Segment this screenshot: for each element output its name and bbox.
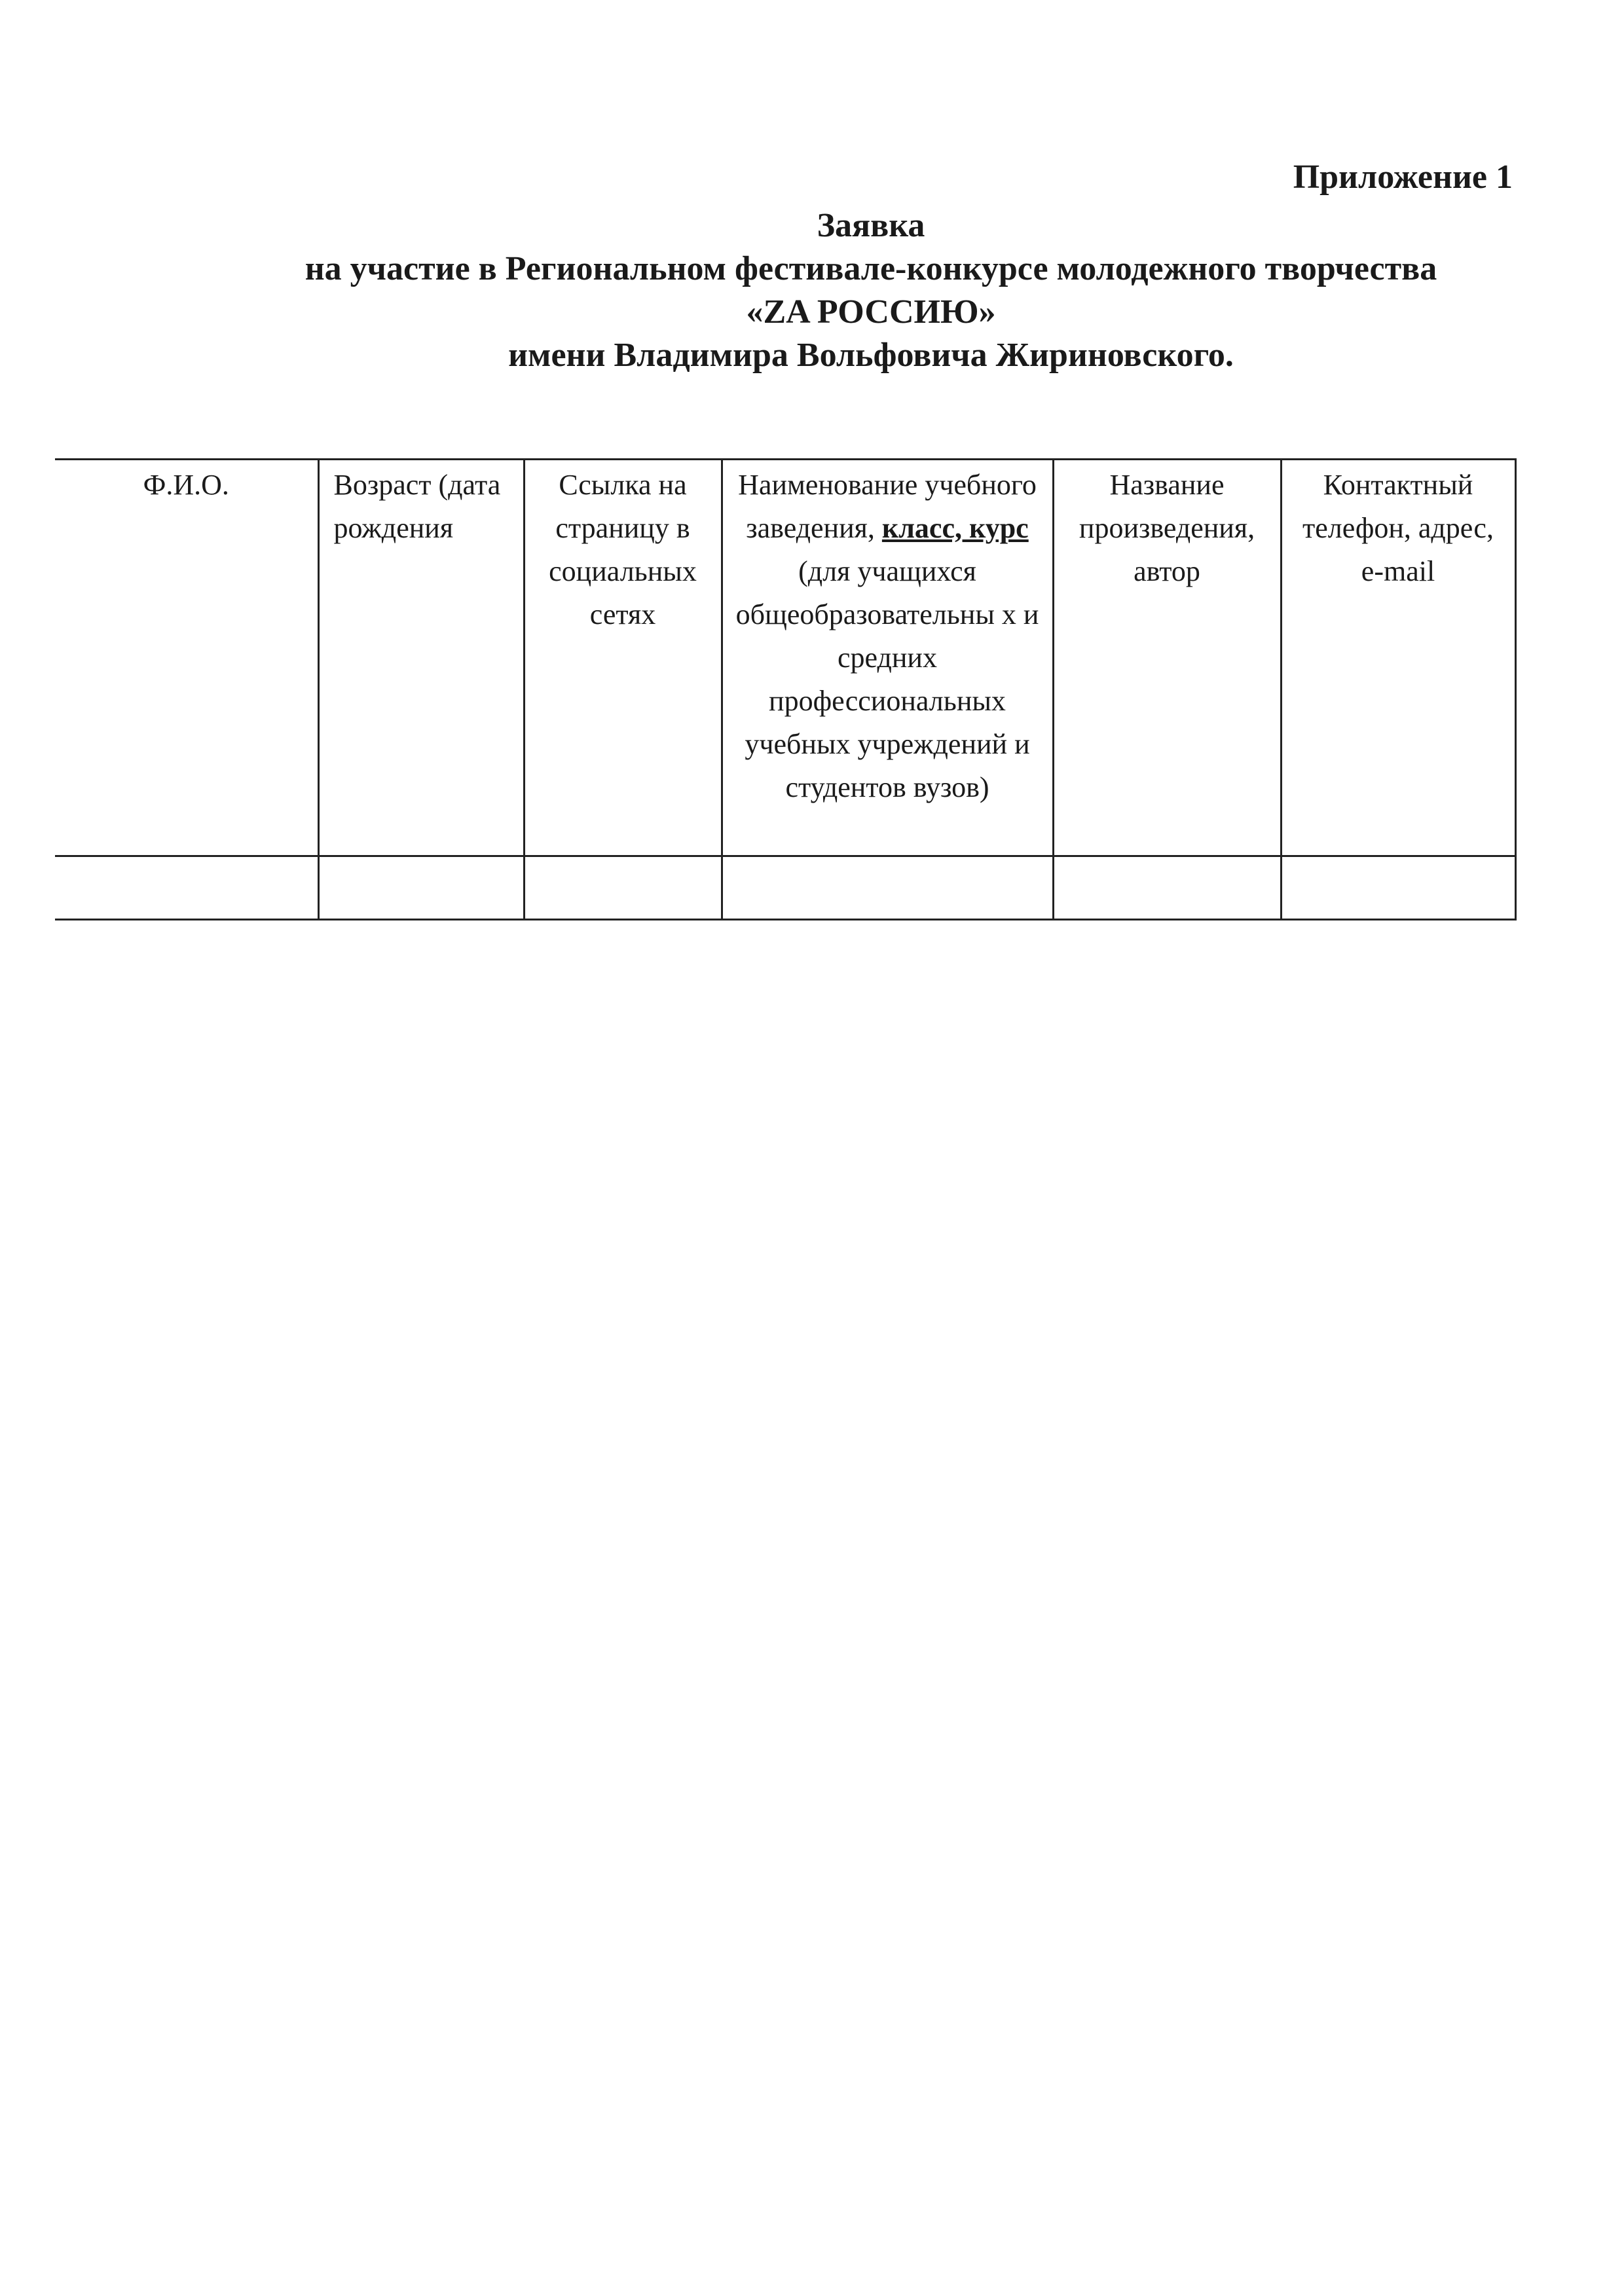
cell-social-link[interactable] [524, 856, 722, 920]
heading-title: Заявка [817, 207, 925, 244]
application-heading [229, 204, 1513, 377]
header-fio: Ф.И.О. [55, 458, 318, 856]
cell-fio[interactable] [55, 856, 318, 920]
header-age: Возраст (дата рождения [318, 458, 524, 856]
table-row [55, 856, 1515, 920]
heading-dedication: имени Владимира Вольфовича Жириновского. [508, 337, 1234, 374]
header-school [722, 458, 1053, 856]
header-work-title: Название произведения, автор [1053, 458, 1281, 856]
header-school-prefix: Наименование учебного заведения, [738, 469, 1037, 544]
header-school-emphasis: класс, курс [881, 512, 1029, 544]
header-school-suffix: (для учащихся общеобразовательны х и средних профессиональных учебных учреждений и студентов вузов) [735, 555, 1039, 803]
table-header-row [55, 458, 1515, 856]
cell-contact[interactable] [1281, 856, 1515, 920]
heading-subtitle: на участие в Региональном фестивале-конкурсе молодежного творчества [304, 250, 1437, 287]
cell-school[interactable] [722, 856, 1053, 920]
appendix-label: Приложение 1 [1293, 158, 1513, 196]
application-form-table [55, 458, 1517, 920]
header-contact: Контактный телефон, адрес, e-mail [1281, 458, 1515, 856]
heading-festival-name: «ZA РОССИЮ» [746, 293, 996, 331]
header-social-link: Ссылка на страницу в социальных сетях [524, 458, 722, 856]
cell-age[interactable] [318, 856, 524, 920]
cell-work-title[interactable] [1053, 856, 1281, 920]
